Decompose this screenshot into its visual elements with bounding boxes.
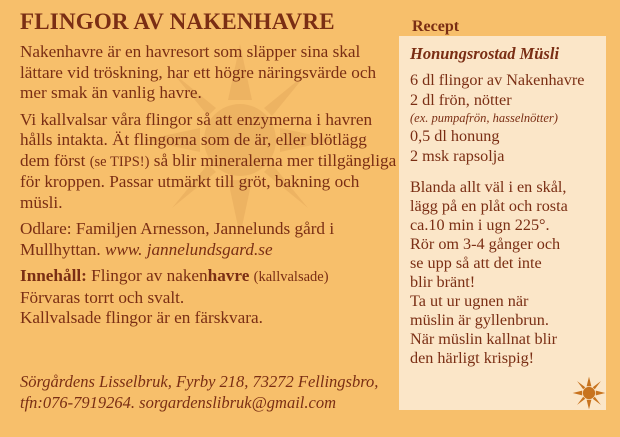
step-line: Blanda allt väl i en skål, xyxy=(410,178,567,196)
step-line: När müslin kallnat blir xyxy=(410,330,558,348)
ingredient-item: 2 dl frön, nötter xyxy=(410,90,512,109)
step-line: se upp så att det inte xyxy=(410,254,542,272)
contact-line: tfn:076-7919264. sorgardenslibruk@gmail.com xyxy=(20,393,336,412)
tip-reference: (se TIPS!) xyxy=(89,153,150,170)
contact-footer xyxy=(20,371,410,413)
recipe-label: Recept xyxy=(412,18,460,35)
address-line: Sörgårdens Lisselbruk, Fyrby 218, 73272 Fellingsbro, xyxy=(20,372,379,391)
ingredient-item: 0,5 dl honung xyxy=(410,127,500,145)
ingredient-note: (ex. pumpafrön, hasselnötter) xyxy=(410,111,558,125)
ingredient-item: 6 dl flingor av Nakenhavre xyxy=(410,71,585,89)
ingredients-list xyxy=(410,71,606,166)
recipe-box xyxy=(399,36,606,410)
processing-paragraph: Vi kallvalsar våra flingor så att enzymerna i havren hålls intakta. Ät flingorna som de är, eller blötlägg dem först (se TIPS!) så blir mineralerna mer tillgängliga för kroppen. Passar utmärkt till gröt, bakning och müsli. xyxy=(20,109,397,212)
ingredient-item: 2 msk rapsolja xyxy=(410,146,505,165)
contents-label: Innehåll: xyxy=(20,266,87,285)
step-line: blir bränt! xyxy=(410,273,476,291)
page-title: FLINGOR AV NAKENHAVRE xyxy=(20,9,335,34)
fresh-text: Kallvalsade flingor är en färskvara. xyxy=(20,308,263,327)
recipe-title: Honungsrostad Müsli xyxy=(410,44,560,63)
intro-paragraph: Nakenhavre är en havresort som släpper sina skal lättare vid tröskning, har ett högre näringsvärde och mer smak än vanlig havre. xyxy=(20,42,377,102)
step-line: lägg på en plåt och rosta xyxy=(410,197,568,215)
product-description xyxy=(20,8,400,335)
contents-paragraph: Innehåll: Flingor av nakenhavre (kallvalsade) Förvaras torrt och svalt. Kallvalsade flingor är en färskvara. xyxy=(20,266,329,327)
recipe-steps xyxy=(410,178,606,368)
step-line: Rör om 3-4 gånger och xyxy=(410,235,561,253)
storage-text: Förvaras torrt och svalt. xyxy=(20,287,185,307)
step-line: den härligt krispig! xyxy=(410,349,535,367)
sun-icon xyxy=(572,376,606,410)
step-line: Ta ut ur ugnen när xyxy=(410,292,529,310)
grower-paragraph: Odlare: Familjen Arnesson, Jannelunds gård i Mullhyttan. www. jannelundsgard.se xyxy=(20,219,335,259)
step-line: ca.10 min i ugn 225°. xyxy=(410,216,550,234)
grower-website[interactable]: www. jannelundsgard.se xyxy=(104,239,273,259)
step-line: müslin är gyllenbrun. xyxy=(410,311,549,329)
